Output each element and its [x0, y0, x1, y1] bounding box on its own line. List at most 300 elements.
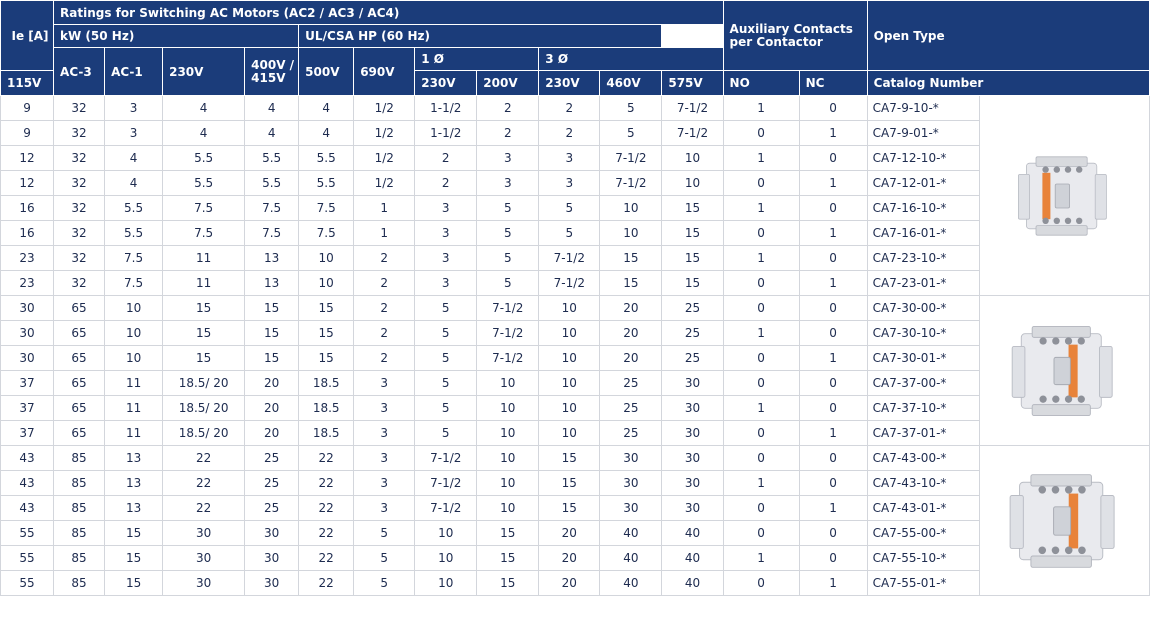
table-row — [1, 521, 1150, 546]
catalog-number-cell: CA7-30-10-* — [867, 321, 979, 346]
aux-nc-cell: 1 — [799, 171, 867, 196]
ac3-cell: 30 — [1, 346, 54, 371]
hp-575v-cell: 25 — [662, 296, 723, 321]
kw-230v-cell: 15 — [105, 546, 163, 571]
ac1-header: AC-1 — [105, 48, 163, 96]
kw-400v-cell: 11 — [163, 246, 245, 271]
hp-200v-cell: 2 — [477, 121, 539, 146]
kw-230v-cell: 11 — [105, 371, 163, 396]
kw-230v-cell: 10 — [105, 296, 163, 321]
hp-230v-3ph-cell: 7-1/2 — [539, 271, 600, 296]
kw-400v-cell: 11 — [163, 271, 245, 296]
ac1-cell: 32 — [54, 121, 105, 146]
hp-200v-cell: 15 — [477, 571, 539, 596]
hp-460v-cell: 25 — [600, 371, 662, 396]
catalog-number-header: Catalog Number — [867, 71, 1149, 96]
hp-230v-3ph-cell: 10 — [539, 396, 600, 421]
hp-115v-cell: 1 — [354, 196, 415, 221]
kw-400v-cell: 18.5/ 20 — [163, 421, 245, 446]
hp-460v-cell: 10 — [600, 196, 662, 221]
ac3-cell: 43 — [1, 446, 54, 471]
kw-500v-cell: 25 — [245, 446, 299, 471]
catalog-number-cell: CA7-37-10-* — [867, 396, 979, 421]
kw-500v-cell: 25 — [245, 471, 299, 496]
hp-460v-cell: 40 — [600, 546, 662, 571]
hp-200v-cell: 5 — [477, 196, 539, 221]
kw-400v-cell: 5.5 — [163, 171, 245, 196]
kw-header: kW (50 Hz) — [54, 25, 299, 48]
ac1-cell: 85 — [54, 546, 105, 571]
catalog-number-cell: CA7-23-10-* — [867, 246, 979, 271]
kw-230v-cell: 15 — [105, 521, 163, 546]
catalog-number-cell: CA7-43-10-* — [867, 471, 979, 496]
ac3-header: AC-3 — [54, 48, 105, 96]
kw-230v-cell: 10 — [105, 346, 163, 371]
kw-690v-cell: 22 — [299, 446, 354, 471]
catalog-number-cell: CA7-16-01-* — [867, 221, 979, 246]
aux-no-cell: 0 — [723, 346, 799, 371]
hp-230v-1ph-cell: 2 — [415, 146, 477, 171]
open-type-header: Open Type — [867, 1, 1149, 71]
ac1-cell: 85 — [54, 471, 105, 496]
kw-230v-cell: 11 — [105, 396, 163, 421]
catalog-number-cell: CA7-30-01-* — [867, 346, 979, 371]
kw-690v-cell: 18.5 — [299, 396, 354, 421]
kw-690v-cell: 22 — [299, 546, 354, 571]
hp-200v-cell: 5 — [477, 221, 539, 246]
kw-230v-cell: 13 — [105, 446, 163, 471]
hp-575v-cell: 25 — [662, 321, 723, 346]
hp-230v-1ph-cell: 10 — [415, 521, 477, 546]
contactor-small-photo — [979, 96, 1149, 296]
kw-400v-cell: 30 — [163, 521, 245, 546]
table-row — [1, 246, 1150, 271]
hp-460v-cell: 40 — [600, 521, 662, 546]
aux-nc-cell: 0 — [799, 246, 867, 271]
hp-230v-1ph-cell: 1-1/2 — [415, 96, 477, 121]
kw-230v-cell: 11 — [105, 421, 163, 446]
contactor-large-photo — [979, 446, 1149, 596]
hp-115v-cell: 1/2 — [354, 96, 415, 121]
aux-nc-cell: 1 — [799, 346, 867, 371]
hp-230v-1ph-cell: 3 — [415, 246, 477, 271]
kw-500v-cell: 4 — [245, 96, 299, 121]
aux-no-cell: 0 — [723, 171, 799, 196]
kw-690v-cell: 22 — [299, 496, 354, 521]
aux-no-cell: 0 — [723, 571, 799, 596]
ac3-cell: 37 — [1, 371, 54, 396]
hp-230v-3ph-cell: 5 — [539, 196, 600, 221]
aux-no-cell: 0 — [723, 446, 799, 471]
nc-header: NC — [799, 71, 867, 96]
hp-575v-header: 575V — [662, 71, 723, 96]
kw-690v-cell: 4 — [299, 121, 354, 146]
hp-460v-cell: 7-1/2 — [600, 146, 662, 171]
kw-400v-cell: 15 — [163, 296, 245, 321]
hp-460v-cell: 10 — [600, 221, 662, 246]
hp-575v-cell: 30 — [662, 371, 723, 396]
aux-no-cell: 1 — [723, 396, 799, 421]
ac3-cell: 37 — [1, 421, 54, 446]
hp-230v-3ph-cell: 10 — [539, 421, 600, 446]
hp-575v-cell: 40 — [662, 521, 723, 546]
hp-575v-cell: 15 — [662, 221, 723, 246]
ac1-cell: 65 — [54, 396, 105, 421]
hp-200v-cell: 3 — [477, 146, 539, 171]
three-phase-header: 3 Ø — [539, 48, 799, 71]
hp-200v-cell: 5 — [477, 271, 539, 296]
aux-no-cell: 0 — [723, 521, 799, 546]
kw-690v-cell: 4 — [299, 96, 354, 121]
hp-200v-cell: 10 — [477, 471, 539, 496]
ac1-cell: 65 — [54, 371, 105, 396]
table-row — [1, 371, 1150, 396]
hp-575v-cell: 15 — [662, 196, 723, 221]
hp-200v-header: 200V — [477, 71, 539, 96]
kw-230v-cell: 10 — [105, 321, 163, 346]
kw-230v-cell: 3 — [105, 96, 163, 121]
ac3-cell: 9 — [1, 96, 54, 121]
aux-nc-cell: 0 — [799, 396, 867, 421]
hp-115v-cell: 3 — [354, 421, 415, 446]
hp-230v-1ph-cell: 3 — [415, 196, 477, 221]
kw-230v-cell: 5.5 — [105, 221, 163, 246]
hp-115v-cell: 2 — [354, 246, 415, 271]
hp-575v-cell: 10 — [662, 146, 723, 171]
catalog-number-cell: CA7-9-10-* — [867, 96, 979, 121]
aux-nc-cell: 0 — [799, 321, 867, 346]
kw-500v-cell: 20 — [245, 371, 299, 396]
kw-500v-cell: 15 — [245, 346, 299, 371]
aux-nc-cell: 0 — [799, 146, 867, 171]
hp-460v-cell: 20 — [600, 346, 662, 371]
kw-500v-cell: 30 — [245, 521, 299, 546]
catalog-number-cell: CA7-16-10-* — [867, 196, 979, 221]
hp-230v-3ph-cell: 2 — [539, 121, 600, 146]
catalog-number-cell: CA7-55-00-* — [867, 521, 979, 546]
ac3-cell: 9 — [1, 121, 54, 146]
aux-no-cell: 0 — [723, 496, 799, 521]
kw-400v-cell: 7.5 — [163, 221, 245, 246]
kw-500v-cell: 5.5 — [245, 171, 299, 196]
hp-115v-cell: 2 — [354, 271, 415, 296]
hp-460v-cell: 20 — [600, 321, 662, 346]
ac1-cell: 32 — [54, 196, 105, 221]
hp-200v-cell: 7-1/2 — [477, 321, 539, 346]
table-row — [1, 271, 1150, 296]
kw-400v-cell: 18.5/ 20 — [163, 371, 245, 396]
no-header: NO — [723, 71, 799, 96]
ac1-cell: 85 — [54, 496, 105, 521]
hp-230v-1ph-cell: 5 — [415, 296, 477, 321]
catalog-number-cell: CA7-30-00-* — [867, 296, 979, 321]
hp-115v-cell: 5 — [354, 521, 415, 546]
kw-690v-cell: 10 — [299, 246, 354, 271]
hp-115v-cell: 3 — [354, 371, 415, 396]
ac1-cell: 65 — [54, 346, 105, 371]
hp-200v-cell: 3 — [477, 171, 539, 196]
hp-115v-cell: 3 — [354, 471, 415, 496]
ac3-cell: 23 — [1, 246, 54, 271]
hp-230v-1ph-cell: 5 — [415, 396, 477, 421]
kw-400v-header: 400V / 415V — [245, 48, 299, 96]
hp-460v-header: 460V — [600, 71, 662, 96]
hp-230v-1ph-cell: 10 — [415, 546, 477, 571]
kw-690v-cell: 7.5 — [299, 196, 354, 221]
ac3-cell: 55 — [1, 571, 54, 596]
kw-230v-cell: 4 — [105, 171, 163, 196]
kw-690v-cell: 10 — [299, 271, 354, 296]
hp-230v-1ph-cell: 2 — [415, 171, 477, 196]
hp-230v-1ph-cell: 1-1/2 — [415, 121, 477, 146]
ac1-cell: 85 — [54, 521, 105, 546]
kw-690v-cell: 5.5 — [299, 171, 354, 196]
hp-200v-cell: 7-1/2 — [477, 296, 539, 321]
ac1-cell: 65 — [54, 296, 105, 321]
hp-575v-cell: 30 — [662, 471, 723, 496]
table-row — [1, 546, 1150, 571]
hp-230v-1ph-cell: 7-1/2 — [415, 496, 477, 521]
kw-400v-cell: 18.5/ 20 — [163, 396, 245, 421]
kw-500v-cell: 30 — [245, 546, 299, 571]
table-row — [1, 421, 1150, 446]
aux-no-cell: 0 — [723, 421, 799, 446]
kw-690v-cell: 15 — [299, 321, 354, 346]
hp-230v-1ph-cell: 5 — [415, 421, 477, 446]
kw-400v-cell: 15 — [163, 346, 245, 371]
table-row — [1, 196, 1150, 221]
hp-header: UL/CSA HP (60 Hz) — [299, 25, 662, 48]
hp-115v-cell: 2 — [354, 346, 415, 371]
hp-115v-cell: 5 — [354, 546, 415, 571]
ac3-cell: 12 — [1, 146, 54, 171]
hp-230v-1ph-cell: 3 — [415, 271, 477, 296]
hp-200v-cell: 5 — [477, 246, 539, 271]
aux-nc-cell: 0 — [799, 546, 867, 571]
hp-460v-cell: 7-1/2 — [600, 171, 662, 196]
aux-no-cell: 0 — [723, 296, 799, 321]
ac3-cell: 12 — [1, 171, 54, 196]
kw-230v-cell: 13 — [105, 471, 163, 496]
hp-115v-cell: 1/2 — [354, 146, 415, 171]
aux-nc-cell: 1 — [799, 571, 867, 596]
kw-500v-cell: 7.5 — [245, 221, 299, 246]
hp-230v-3ph-cell: 3 — [539, 146, 600, 171]
hp-575v-cell: 30 — [662, 396, 723, 421]
kw-500v-cell: 4 — [245, 121, 299, 146]
kw-500v-cell: 13 — [245, 246, 299, 271]
ac3-cell: 37 — [1, 396, 54, 421]
ratings-header: Ratings for Switching AC Motors (AC2 / AC3 / AC4) — [54, 1, 724, 25]
kw-690v-cell: 22 — [299, 521, 354, 546]
aux-nc-cell: 1 — [799, 421, 867, 446]
kw-500v-cell: 25 — [245, 496, 299, 521]
aux-nc-cell: 1 — [799, 221, 867, 246]
aux-nc-cell: 1 — [799, 271, 867, 296]
catalog-number-cell: CA7-37-01-* — [867, 421, 979, 446]
hp-200v-cell: 10 — [477, 371, 539, 396]
ac3-cell: 16 — [1, 196, 54, 221]
aux-nc-cell: 0 — [799, 96, 867, 121]
kw-500v-cell: 7.5 — [245, 196, 299, 221]
hp-460v-cell: 25 — [600, 421, 662, 446]
hp-460v-cell: 40 — [600, 571, 662, 596]
hp-115v-cell: 3 — [354, 496, 415, 521]
ac1-cell: 32 — [54, 171, 105, 196]
table-row — [1, 446, 1150, 471]
hp-575v-cell: 30 — [662, 496, 723, 521]
table-row — [1, 121, 1150, 146]
hp-230v-3ph-cell: 2 — [539, 96, 600, 121]
kw-400v-cell: 30 — [163, 546, 245, 571]
ac1-cell: 85 — [54, 446, 105, 471]
ac3-cell: 43 — [1, 496, 54, 521]
aux-no-cell: 0 — [723, 221, 799, 246]
hp-230v-1ph-header: 230V — [415, 71, 477, 96]
hp-230v-3ph-cell: 7-1/2 — [539, 246, 600, 271]
aux-nc-cell: 0 — [799, 446, 867, 471]
kw-230v-cell: 7.5 — [105, 246, 163, 271]
hp-575v-cell: 10 — [662, 171, 723, 196]
ac1-cell: 32 — [54, 96, 105, 121]
hp-230v-3ph-cell: 15 — [539, 496, 600, 521]
hp-575v-cell: 15 — [662, 271, 723, 296]
kw-400v-cell: 22 — [163, 471, 245, 496]
table-row — [1, 396, 1150, 421]
table-body — [1, 96, 1150, 596]
kw-690v-cell: 22 — [299, 571, 354, 596]
aux-no-cell: 0 — [723, 371, 799, 396]
hp-115v-cell: 2 — [354, 296, 415, 321]
hp-460v-cell: 5 — [600, 121, 662, 146]
hp-115v-cell: 1/2 — [354, 121, 415, 146]
kw-230v-header: 230V — [163, 48, 245, 96]
hp-115v-cell: 5 — [354, 571, 415, 596]
aux-no-cell: 1 — [723, 471, 799, 496]
hp-230v-3ph-cell: 10 — [539, 371, 600, 396]
single-phase-header: 1 Ø — [415, 48, 539, 71]
hp-460v-cell: 5 — [600, 96, 662, 121]
kw-230v-cell: 15 — [105, 571, 163, 596]
hp-200v-cell: 10 — [477, 396, 539, 421]
hp-460v-cell: 30 — [600, 496, 662, 521]
catalog-number-cell: CA7-43-00-* — [867, 446, 979, 471]
aux-no-cell: 1 — [723, 546, 799, 571]
kw-400v-cell: 15 — [163, 321, 245, 346]
aux-nc-cell: 0 — [799, 296, 867, 321]
hp-230v-3ph-cell: 10 — [539, 296, 600, 321]
kw-690v-cell: 22 — [299, 471, 354, 496]
hp-230v-3ph-cell: 10 — [539, 321, 600, 346]
ac1-cell: 65 — [54, 421, 105, 446]
kw-230v-cell: 5.5 — [105, 196, 163, 221]
hp-230v-3ph-header: 230V — [539, 71, 600, 96]
hp-460v-cell: 30 — [600, 446, 662, 471]
ac3-cell: 55 — [1, 546, 54, 571]
aux-nc-cell: 0 — [799, 371, 867, 396]
aux-no-cell: 1 — [723, 321, 799, 346]
hp-200v-cell: 10 — [477, 496, 539, 521]
kw-690v-cell: 18.5 — [299, 371, 354, 396]
ac1-cell: 32 — [54, 271, 105, 296]
kw-230v-cell: 3 — [105, 121, 163, 146]
aux-nc-cell: 0 — [799, 196, 867, 221]
kw-500v-cell: 20 — [245, 396, 299, 421]
ac1-cell: 32 — [54, 246, 105, 271]
hp-460v-cell: 25 — [600, 396, 662, 421]
hp-230v-3ph-cell: 20 — [539, 546, 600, 571]
aux-no-cell: 1 — [723, 196, 799, 221]
kw-500v-header: 500V — [299, 48, 354, 96]
aux-no-cell: 1 — [723, 96, 799, 121]
kw-400v-cell: 30 — [163, 571, 245, 596]
hp-200v-cell: 2 — [477, 96, 539, 121]
aux-nc-cell: 0 — [799, 471, 867, 496]
catalog-number-cell: CA7-9-01-* — [867, 121, 979, 146]
catalog-number-cell: CA7-37-00-* — [867, 371, 979, 396]
ac1-cell: 65 — [54, 321, 105, 346]
ac3-cell: 23 — [1, 271, 54, 296]
kw-500v-cell: 20 — [245, 421, 299, 446]
aux-nc-cell: 0 — [799, 521, 867, 546]
kw-400v-cell: 5.5 — [163, 146, 245, 171]
hp-230v-3ph-cell: 20 — [539, 521, 600, 546]
kw-690v-cell: 15 — [299, 346, 354, 371]
table-row — [1, 346, 1150, 371]
kw-400v-cell: 4 — [163, 121, 245, 146]
ac3-cell: 16 — [1, 221, 54, 246]
kw-230v-cell: 4 — [105, 146, 163, 171]
table-row — [1, 146, 1150, 171]
table-row — [1, 296, 1150, 321]
hp-230v-3ph-cell: 3 — [539, 171, 600, 196]
hp-230v-3ph-cell: 10 — [539, 346, 600, 371]
hp-200v-cell: 15 — [477, 546, 539, 571]
hp-115v-cell: 1/2 — [354, 171, 415, 196]
hp-230v-1ph-cell: 5 — [415, 321, 477, 346]
kw-400v-cell: 22 — [163, 496, 245, 521]
hp-115v-cell: 3 — [354, 446, 415, 471]
ac3-cell: 30 — [1, 321, 54, 346]
hp-115v-cell: 1 — [354, 221, 415, 246]
aux-nc-cell: 1 — [799, 496, 867, 521]
table-row — [1, 221, 1150, 246]
hp-230v-1ph-cell: 5 — [415, 346, 477, 371]
aux-no-cell: 1 — [723, 146, 799, 171]
ie-header: Ie [A] — [1, 1, 54, 71]
aux-no-cell: 1 — [723, 246, 799, 271]
aux-contacts-header: Auxiliary Contacts per Contactor — [723, 1, 867, 71]
hp-575v-cell: 30 — [662, 421, 723, 446]
hp-115v-header: 115V — [1, 71, 54, 96]
table-row — [1, 321, 1150, 346]
hp-230v-1ph-cell: 7-1/2 — [415, 471, 477, 496]
kw-690v-header: 690V — [354, 48, 415, 96]
hp-200v-cell: 15 — [477, 521, 539, 546]
table-row — [1, 571, 1150, 596]
ac3-cell: 43 — [1, 471, 54, 496]
hp-115v-cell: 3 — [354, 396, 415, 421]
ac3-cell: 30 — [1, 296, 54, 321]
hp-230v-1ph-cell: 5 — [415, 371, 477, 396]
hp-115v-cell: 2 — [354, 321, 415, 346]
hp-460v-cell: 30 — [600, 471, 662, 496]
aux-no-cell: 0 — [723, 121, 799, 146]
ac1-cell: 85 — [54, 571, 105, 596]
kw-500v-cell: 5.5 — [245, 146, 299, 171]
hp-230v-1ph-cell: 7-1/2 — [415, 446, 477, 471]
hp-575v-cell: 40 — [662, 546, 723, 571]
